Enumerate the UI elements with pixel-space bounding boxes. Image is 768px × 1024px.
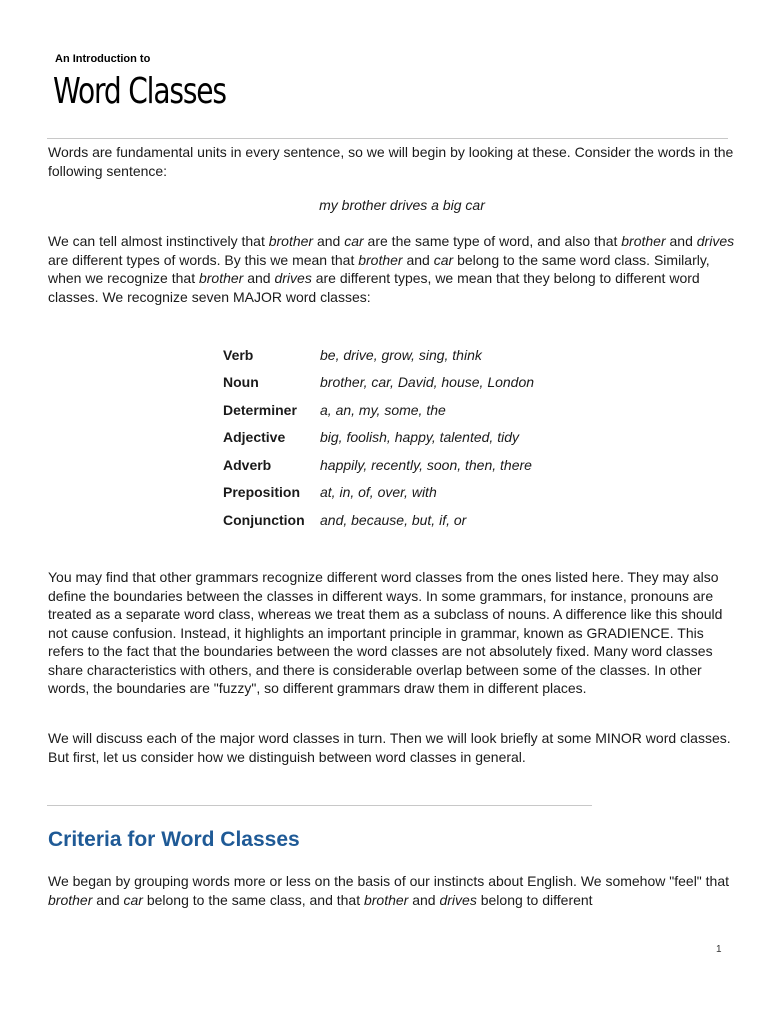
word-class-name: Determiner [223,401,297,418]
word-class-name: Adverb [223,456,272,473]
italic-term: brother [358,251,403,268]
word-class-row [223,341,534,369]
word-class-examples: be, drive, grow, sing, think [320,346,482,363]
word-class-examples: and, because, but, if, or [320,511,467,528]
word-class-table [223,341,534,534]
text-run: belong to different [476,891,593,908]
text-run: are the same type of word, and also that [363,233,622,249]
italic-term: drives [439,891,477,908]
word-class-row [223,506,534,534]
word-class-name: Verb [223,346,254,363]
italic-term: brother [198,270,244,286]
page-number: 1 [716,944,722,955]
text-run: We can tell almost instinctively that [48,233,269,249]
word-class-name: Noun [223,374,259,391]
document-kicker: An Introduction to [55,53,151,65]
italic-term: car [433,251,454,268]
word-class-examples: happily, recently, soon, then, there [320,456,532,473]
italic-term: brother [268,233,314,249]
text-run: and [665,233,697,249]
italic-term: car [123,891,143,908]
italic-term: car [344,233,364,249]
text-run: and [243,270,275,286]
text-run: Words are fundamental units in every sentence, so we will begin by looking at these. Consider the words in the following sentence: [48,144,734,179]
text-run: We began by grouping words more or less on the basis of our instincts about English. We somehow "feel" that [48,873,730,889]
word-class-examples: at, in, of, over, with [320,484,437,501]
text-run: and [402,251,434,268]
section-divider [47,805,592,806]
italic-term: brother [48,891,93,908]
italic-term: drives [274,270,312,286]
text-run: You may find that other grammars recognize different word classes from the ones listed here. They may also define the boundaries between the classes in different ways. In some grammars, for instance, pronouns are treated as a separate word class, whereas we treat them as a subclass of nouns. A difference like this should not cause confusion. Instead, it highlights an important principle in grammar, known as GRADIENCE. This refers to the fact that the boundaries between the word classes are not absolutely fixed. Many word classes share characteristics with others, and there is considerable overlap between some of the classes. In other words, the boundaries are "fuzzy", so different grammars draw them in different places. [48,569,723,696]
word-class-row [223,396,534,424]
word-class-row [223,479,534,507]
intro-paragraph-1 [48,143,738,180]
text-run: We will discuss each of the major word classes in turn. Then we will look briefly at some MINOR word classes. But first, let us consider how we distinguish between word classes in general. [48,730,731,765]
text-run: and [408,891,440,908]
italic-term: brother [621,233,666,249]
word-class-examples: brother, car, David, house, London [320,374,535,391]
word-class-name: Preposition [223,484,301,501]
italic-term: drives [696,233,735,249]
text-run: are different types of words. By this we mean that [48,251,359,268]
overview-paragraph [48,729,738,766]
text-run: belong to the same class, and that [142,891,364,908]
word-class-examples: big, foolish, happy, talented, tidy [320,429,519,446]
example-sentence: my brother drives a big car [319,197,485,213]
word-class-name: Conjunction [223,511,305,528]
word-class-row [223,424,534,452]
word-class-examples: a, an, my, some, the [320,401,446,418]
section-heading: Criteria for Word Classes [48,828,300,851]
word-class-name: Adjective [223,429,286,446]
word-class-table-body [223,341,534,534]
top-divider [47,138,728,139]
word-class-row [223,451,534,479]
document-title: Word Classes [53,71,226,112]
word-class-row [223,369,534,397]
intro-paragraph-2 [48,232,738,306]
text-run: and [313,233,345,249]
text-run: and [92,891,124,908]
gradience-paragraph [48,568,738,698]
criteria-paragraph [48,872,738,909]
italic-term: brother [363,891,409,908]
text-run: belong to the same word class. Similarly, when we recognize that [48,251,710,286]
text-run: are different types, we mean that they belong to different word classes. We recognize seven MAJOR word classes: [48,270,700,305]
